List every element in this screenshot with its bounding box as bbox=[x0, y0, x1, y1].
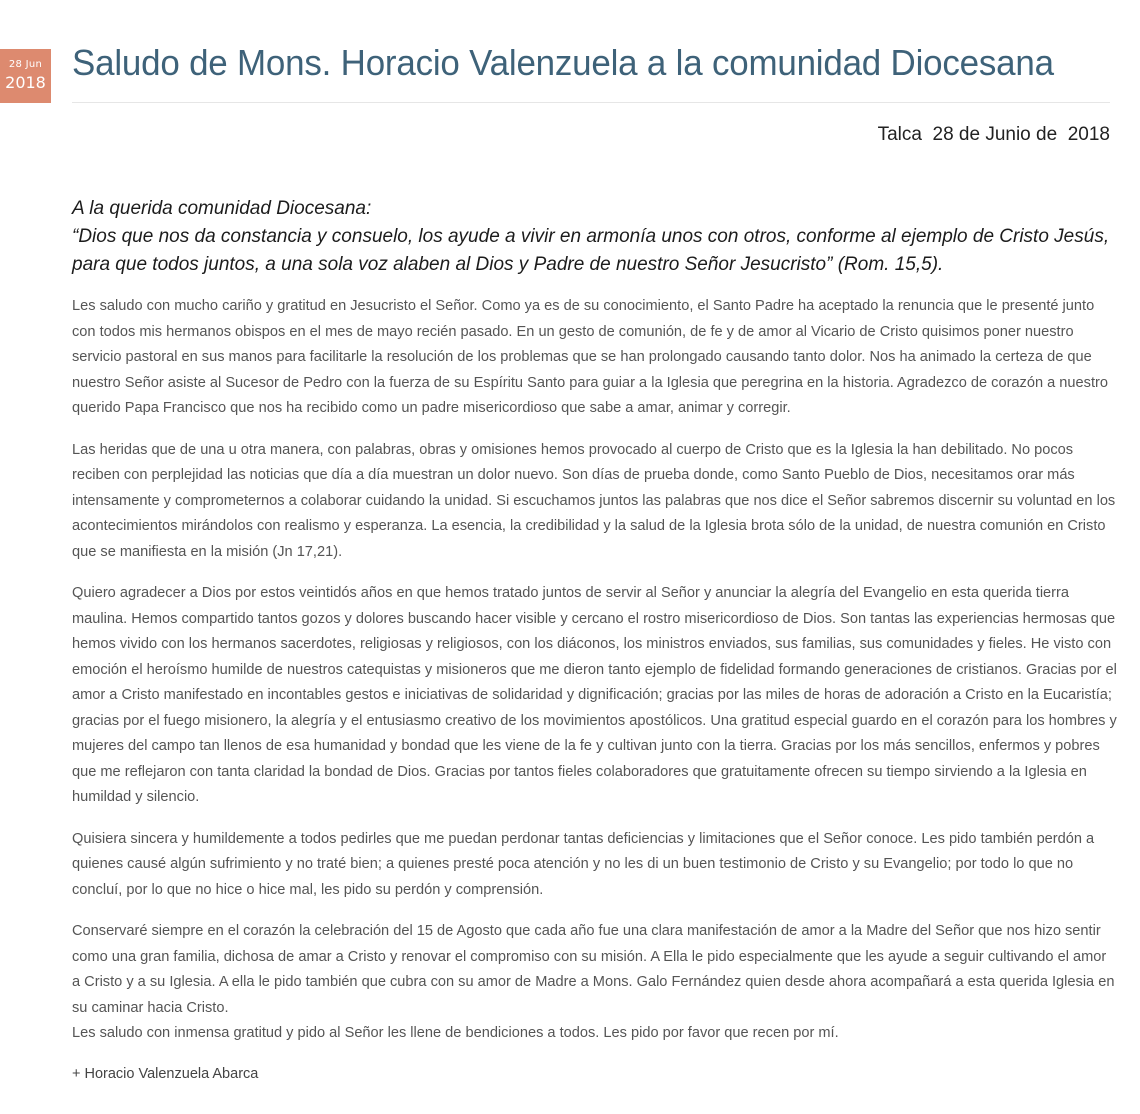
bible-quote: “Dios que nos da constancia y consuelo, los ayude a vivir en armonía unos con otros, conforme al ejemplo de Cristo Jesús, para que todos juntos, a una sola voz alaben al Dios y Padre de nuestro Señor Jesucristo” (Rom. 15,5). bbox=[72, 226, 1110, 275]
body-paragraph: Las heridas que de una u otra manera, con palabras, obras y omisiones hemos provocado al cuerpo de Cristo que es la Iglesia la han debilitado. No pocos reciben con perplejidad las noticias que día a día muestran un dolor nuevo. Son días de prueba donde, como Santo Pueblo de Dios, necesitamos orar más intensamente y comprometernos a colaborar cuidando la unidad. Si escuchamos juntos las palabras que nos dice el Señor sabremos discernir su voluntad en los acontecimientos mirándolos con realismo y esperanza. La esencia, la credibilidad y la salud de la Iglesia brota sólo de la unidad, de nuestra comunión en Cristo que se manifiesta en la misión (Jn 17,21). bbox=[72, 441, 1116, 560]
letter-salutation: A la querida comunidad Diocesana: bbox=[72, 198, 372, 219]
date-badge-day-month: 28 Jun bbox=[8, 59, 43, 70]
body-paragraph: Quiero agradecer a Dios por estos veintidós años en que hemos tratado juntos de servir al Señor y anunciar la alegría del Evangelio en esta querida tierra maulina. Hemos compartido tantos gozos y dolores buscando hacer visible y cercano el rostro misericordioso de Dios. Son tantas las experiencias hermosas que hemos vivido con los hermanos sacerdotes, religiosas y religiosos, con los diáconos, los ministros enviados, sus familias, sus comunidades y fieles. He visto con emoción el heroísmo humilde de nuestros catequistas y misioneros que me dieron tanto ejemplo de fidelidad formando generaciones de cristianos. Gracias por el amor a Cristo manifestado en incontables gestos e iniciativas de solidaridad y dignificación; gracias por las miles de horas de adoración a Cristo en la Eucaristía; gracias por el fuego misionero, la alegría y el entusiasmo creativo de los movimientos apostólicos. Una gratitud especial guardo en el corazón para los hombres y mujeres del campo tan llenos de esa humanidad y bondad que les viene de la fe y cultivan junto con la tierra. Gracias por los más sencillos, enfermos y pobres que me reflejaron con tanta claridad la bondad de Dios. Gracias por tantos fieles colaboradores que gratuitamente ofrecen su tiempo sirviendo a la Iglesia en humildad y silencio. bbox=[72, 585, 1117, 805]
body-paragraph: Conservaré siempre en el corazón la celebración del 15 de Agosto que cada año fue una clara manifestación de amor a la Madre del Señor que nos hizo sentir como una gran familia, dichosa de amar a Cristo y renovar el compromiso con su misión. A Ella le pido especialmente que les ayude a seguir cultivando el amor a Cristo y a su Iglesia. A ella le pido también que cubra con su amor de Madre a Mons. Galo Fernández quien desde ahora acompañará a esta querida Iglesia en su caminar hacia Cristo. bbox=[72, 923, 1115, 1016]
date-badge-year: 2018 bbox=[5, 73, 46, 92]
date-badge bbox=[0, 49, 51, 103]
closing-paragraph: Les saludo con inmensa gratitud y pido al Señor les llene de bendiciones a todos. Les pido por favor que recen por mí. bbox=[72, 1025, 839, 1041]
title-divider bbox=[72, 102, 1110, 103]
body-paragraph: Quisiera sincera y humildemente a todos pedirles que me puedan perdonar tantas deficiencias y limitaciones que el Señor conoce. Les pido también perdón a quienes causé algún sufrimiento y no traté bien; a quienes presté poca atención y no les di un buen testimonio de Cristo y su Evangelio; por todo lo que no concluí, por lo que no hice o hice mal, les pido su perdón y comprensión. bbox=[72, 830, 1095, 898]
signature: + Horacio Valenzuela Abarca bbox=[72, 1066, 259, 1082]
body-paragraph: Les saludo con mucho cariño y gratitud en Jesucristo el Señor. Como ya es de su conocimiento, el Santo Padre ha aceptado la renuncia que le presenté junto con todos mis hermanos obispos en el mes de mayo recién pasado. En un gesto de comunión, de fe y de amor al Vicario de Cristo quisimos poner nuestro servicio pastoral en sus manos para facilitarle la resolución de los problemas que se han prolongado causando tanto dolor. Nos ha animado la certeza de que nuestro Señor asiste al Sucesor de Pedro con la fuerza de su Espíritu Santo para guiar a la Iglesia que peregrina en la historia. Agradezco de corazón a nuestro querido Papa Francisco que nos ha recibido como un padre misericordioso que sabe a amar, animar y corregir. bbox=[72, 298, 1108, 416]
letter-place-date: Talca 28 de Junio de 2018 bbox=[877, 124, 1110, 145]
letter-intro bbox=[72, 195, 1117, 279]
page-title: Saludo de Mons. Horacio Valenzuela a la comunidad Diocesana bbox=[72, 42, 1054, 83]
letter-body bbox=[72, 294, 1117, 1047]
